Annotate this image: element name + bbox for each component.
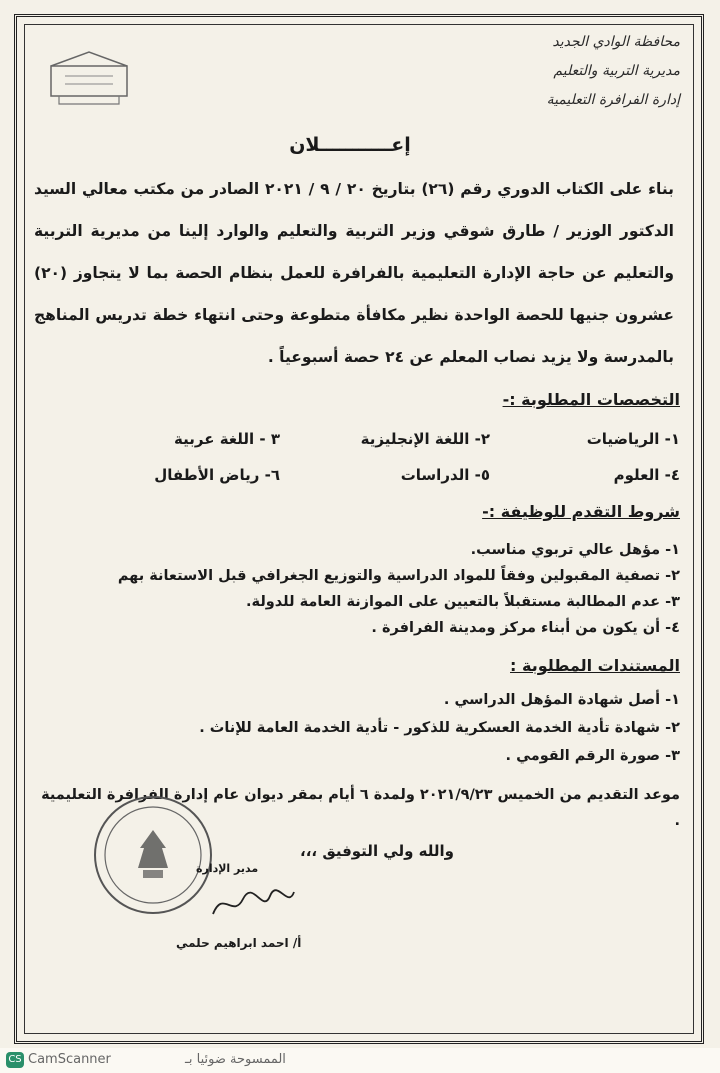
document-item: ٣- صورة الرقم القومي . (505, 748, 680, 764)
document-item: ١- أصل شهادة المؤهل الدراسي . (443, 692, 680, 708)
announcement-body: بناء على الكتاب الدوري رقم (٢٦) بتاريخ ٢٠ / ٩ / ٢٠٢١ الصادر من مكتب معالي السيد الدكتور الوزير / طارق شوقي وزير التربية والتعليم والوارد إلينا من مديرية التربية والتعليم عن حاجة الإدارة التعليمية بالفرافرة للعمل بنظام الحصة بما لا يتجاوز (٢٠) عشرون جنيها للحصة الواحدة نظير مكافأة متطوعة وحتى انتهاء خطة تدريس المناهج بالمدرسة ولا يزيد نصاب المعلم عن ٢٤ حصة أسبوعياً . (34, 180, 674, 366)
official-seal-stamp (88, 790, 218, 920)
document-item: ٢- شهادة تأدية الخدمة العسكرية للذكور - تأدية الخدمة العامة للإناث . (199, 720, 680, 736)
specialization-item: ٥- الدراسات (400, 466, 490, 484)
specialization-item: ١- الرياضيات (586, 430, 680, 448)
application-deadline: موعد التقديم من الخميس ٢٠٢١/٩/٢٣ ولمدة ٦ أيام بمقر ديوان عام إدارة الفرافرة التعليمية . (41, 787, 680, 829)
conditions-title: شروط التقدم للوظيفة :- (482, 502, 680, 521)
administration-line: إدارة الفرافرة التعليمية (546, 92, 680, 108)
condition-item: ٣- عدم المطالبة مستقبلاً بالتعيين على الموازنة العامة للدولة. (246, 594, 680, 610)
camscanner-brand: CamScanner (28, 1052, 111, 1067)
camscanner-arabic-text: الممسوحة ضوئيا بـ (185, 1052, 286, 1067)
handwritten-signature (208, 884, 298, 924)
documents-title: المستندات المطلوبة : (510, 656, 680, 675)
signer-name: أ/ احمد ابراهيم حلمي (176, 936, 302, 950)
condition-item: ٤- أن يكون من أبناء مركز ومدينة الفرافرة . (371, 620, 680, 636)
camscanner-icon: CS (6, 1052, 24, 1068)
ministry-logo-stamp (45, 48, 133, 110)
closing-phrase: والله ولي التوفيق ،،، (300, 842, 454, 860)
specialization-item: ٣ - اللغة عربية (174, 430, 280, 448)
directorate-line: مديرية التربية والتعليم (553, 63, 680, 79)
signer-title: مدير الإدارة (196, 862, 259, 875)
governorate-line: محافظة الوادي الجديد (552, 34, 680, 50)
specializations-title: التخصصات المطلوبة :- (502, 390, 680, 409)
specialization-item: ٤- العلوم (613, 466, 680, 484)
condition-item: ٢- تصفية المقبولين وفقاً للمواد الدراسية والتوزيع الجغرافي قبل الاستعانة بهم (117, 568, 680, 584)
condition-item: ١- مؤهل عالي تربوي مناسب. (470, 542, 680, 558)
specialization-item: ٢- اللغة الإنجليزية (360, 430, 490, 448)
camscanner-watermark (28, 1052, 286, 1067)
specialization-item: ٦- رياض الأطفال (154, 466, 280, 484)
announcement-title: إعـــــــــــلان (289, 134, 411, 156)
document-header (420, 28, 680, 115)
